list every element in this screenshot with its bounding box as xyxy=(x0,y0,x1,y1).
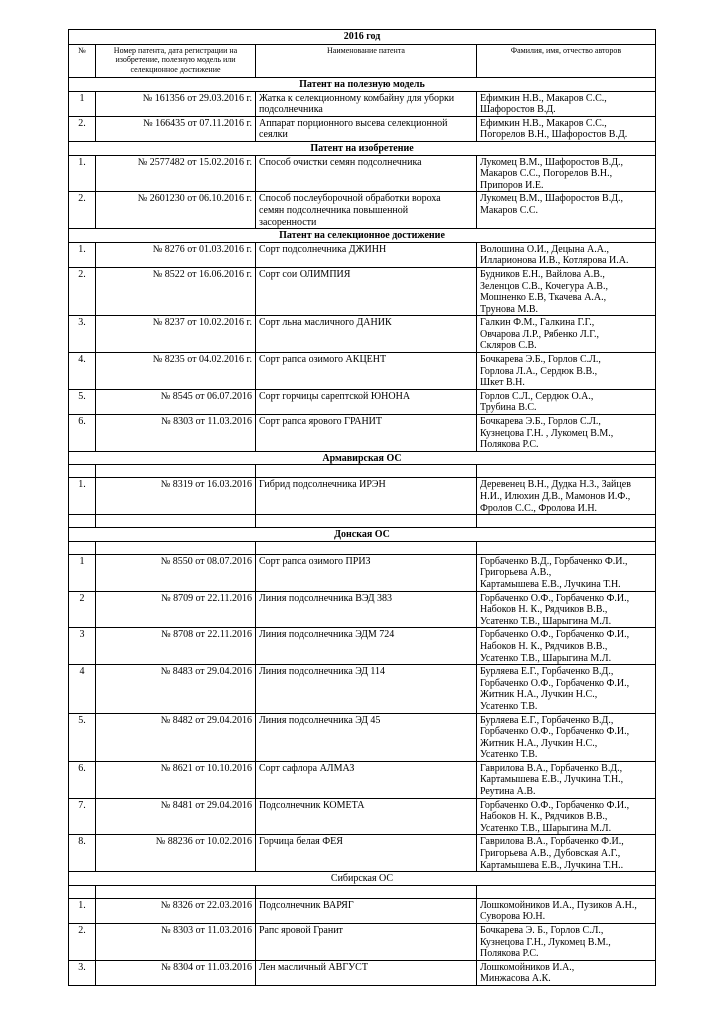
table-row xyxy=(69,554,656,591)
patent-name xyxy=(256,155,477,192)
patent-name-line: Сорт рапса озимого АКЦЕНТ xyxy=(259,354,387,366)
authors xyxy=(477,316,656,353)
authors-line: Усатенко Т.В., Шарыгина М.Л. xyxy=(480,652,612,664)
patent-name-line: Аппарат порционного высева селекционной xyxy=(259,117,448,129)
authors-line: Мошненко Е.В, Ткачева А.А., xyxy=(480,292,607,304)
authors-line: Бурляева Е.Г., Горбаченко В.Д., xyxy=(480,714,614,726)
patent-name xyxy=(256,541,477,554)
section-header-row xyxy=(69,141,656,155)
row-number: 1. xyxy=(69,242,96,267)
patent-name-line: Рапс яровой Гранит xyxy=(259,925,343,936)
authors-line: Бочкарева Э.Б., Горлов С.Л., xyxy=(480,416,601,428)
table-row xyxy=(69,591,656,628)
patent-number: № 8304 от 11.03.2016 xyxy=(96,960,256,985)
patent-name-line: засоренности xyxy=(259,216,317,228)
patent-name-line: Сорт рапса озимого ПРИЗ xyxy=(259,555,371,567)
table-row xyxy=(69,91,656,116)
patent-number: № 2601230 от 06.10.2016 г. xyxy=(96,192,256,229)
patent-number: № 8708 от 22.11.2016 xyxy=(96,628,256,665)
authors xyxy=(477,478,656,515)
patent-name xyxy=(256,116,477,141)
authors-line: Лошкомойников И.А., xyxy=(480,961,575,973)
blank-row xyxy=(69,515,656,528)
authors-line: Горбаченко В.Д., Горбаченко Ф.И., xyxy=(480,555,628,567)
table-row xyxy=(69,713,656,761)
patent-number: № 8522 от 16.06.2016 г. xyxy=(96,267,256,315)
patent-name xyxy=(256,353,477,390)
row-number: 5. xyxy=(69,713,96,761)
section-title: Патент на изобретение xyxy=(69,141,656,155)
authors-line: Полякова Р.С. xyxy=(480,439,539,451)
authors xyxy=(477,885,656,898)
authors-line: Шкет В.Н. xyxy=(480,377,525,389)
authors xyxy=(477,242,656,267)
table-row xyxy=(69,665,656,713)
section-header-row xyxy=(69,528,656,542)
patent-name-line: Подсолнечник ВАРЯГ xyxy=(259,899,354,911)
authors-line: Макаров С.С. xyxy=(480,204,539,216)
patent-name-line: Линия подсолнечника ВЭД 383 xyxy=(259,592,393,604)
patent-name-line: Подсолнечник КОМЕТА xyxy=(259,799,365,811)
authors-line: Трунова М.В. xyxy=(480,303,539,315)
authors-line: Картамышева Е.В., Лучкина Т.Н. xyxy=(480,578,621,590)
table-row xyxy=(69,192,656,229)
patent-name-line: Способ очистки семян подсолнечника xyxy=(259,156,422,168)
patent-name xyxy=(256,924,477,961)
header-authors: Фамилия, имя, отчество авторов xyxy=(477,45,656,78)
blank-row xyxy=(69,885,656,898)
patent-number: № 8235 от 04.02.2016 г. xyxy=(96,353,256,390)
row-number: 3. xyxy=(69,316,96,353)
authors xyxy=(477,91,656,116)
authors xyxy=(477,665,656,713)
authors-line: Зеленцов С.В., Кочегура А.В., xyxy=(480,280,608,292)
patent-name xyxy=(256,835,477,872)
row-number xyxy=(69,465,96,478)
authors-line: Припоров И.Е. xyxy=(480,179,544,191)
patent-name xyxy=(256,415,477,452)
authors-line: Набоков Н. К., Рядчиков В.В., xyxy=(480,811,608,823)
authors-line: Бурляева Е.Г., Горбаченко В.Д., xyxy=(480,666,614,678)
authors-line: Усатенко Т.В., Шарыгина М.Л. xyxy=(480,822,612,834)
authors xyxy=(477,192,656,229)
authors xyxy=(477,761,656,798)
row-number: 6. xyxy=(69,415,96,452)
authors-line: Горбаченко О.Ф., Горбаченко Ф.И., xyxy=(480,799,630,811)
table-row xyxy=(69,478,656,515)
patent-number: № 8303 от 11.03.2016 xyxy=(96,924,256,961)
authors xyxy=(477,389,656,414)
authors-line: Лошкомойников И.А., Пузиков А.Н., xyxy=(480,899,637,911)
patent-name xyxy=(256,515,477,528)
table-row xyxy=(69,960,656,985)
patent-number xyxy=(96,541,256,554)
row-number: 7. xyxy=(69,798,96,835)
authors xyxy=(477,835,656,872)
patent-name xyxy=(256,316,477,353)
authors xyxy=(477,960,656,985)
row-number xyxy=(69,541,96,554)
table-row xyxy=(69,155,656,192)
authors xyxy=(477,415,656,452)
patent-number: № 8709 от 22.11.2016 xyxy=(96,591,256,628)
authors-line: Гаврилова В.А., Горбаченко Ф.И., xyxy=(480,836,624,848)
authors-line: Усатенко Т.В. xyxy=(480,749,538,761)
authors xyxy=(477,353,656,390)
authors-line: Минжасова А.К. xyxy=(480,973,551,985)
authors-line: Картамышева Е.В., Лучкина Т.Н.. xyxy=(480,859,624,871)
authors-line: Волошина О.И., Децына А.А., xyxy=(480,243,609,255)
authors-line: Григорьева А.В., xyxy=(480,567,552,579)
patent-name xyxy=(256,898,477,923)
row-number: 5. xyxy=(69,389,96,414)
year-row xyxy=(69,30,656,45)
authors-line: Усатенко Т.В., Шарыгина М.Л. xyxy=(480,615,612,627)
patent-number xyxy=(96,465,256,478)
patent-name xyxy=(256,665,477,713)
authors xyxy=(477,591,656,628)
authors-line: Бочкарева Э. Б., Горлов С.Л., xyxy=(480,925,604,936)
authors-line: Горбаченко О.Ф., Горбаченко Ф.И., xyxy=(480,592,630,604)
patent-name-line: Сорт сафлора АЛМАЗ xyxy=(259,762,355,774)
patent-name-line: Линия подсолнечника ЭДМ 724 xyxy=(259,629,395,641)
patent-number: № 8326 от 22.03.2016 xyxy=(96,898,256,923)
patent-name-line: Линия подсолнечника ЭД 45 xyxy=(259,714,381,726)
authors-line: Макаров С.С., Погорелов В.Н., xyxy=(480,168,613,180)
section-header-row xyxy=(69,78,656,92)
table-row xyxy=(69,316,656,353)
row-number: 1 xyxy=(69,554,96,591)
patent-number: № 8319 от 16.03.2016 xyxy=(96,478,256,515)
authors-line: Григорьева А.В., Дубовская А.Г., xyxy=(480,848,621,860)
patent-number xyxy=(96,885,256,898)
row-number: 2 xyxy=(69,591,96,628)
blank-row xyxy=(69,541,656,554)
row-number xyxy=(69,515,96,528)
authors xyxy=(477,628,656,665)
row-number: 4 xyxy=(69,665,96,713)
authors xyxy=(477,798,656,835)
patent-number: № 8621 от 10.10.2016 xyxy=(96,761,256,798)
table-row xyxy=(69,353,656,390)
table-row xyxy=(69,761,656,798)
authors-line: Ефимкин Н.В., Макаров С.С., xyxy=(480,117,607,129)
patent-number: № 166435 от 07.11.2016 г. xyxy=(96,116,256,141)
row-number: 1 xyxy=(69,91,96,116)
table-row xyxy=(69,798,656,835)
authors-line: Деревенец В.Н., Дудка Н.З., Зайцев xyxy=(480,479,631,491)
authors xyxy=(477,515,656,528)
authors xyxy=(477,465,656,478)
authors xyxy=(477,924,656,961)
authors-line: Лукомец В.М., Шафоростов В.Д., xyxy=(480,193,624,205)
patent-name-line: Жатка к селекционному комбайну для уборки xyxy=(259,92,455,104)
patent-number xyxy=(96,515,256,528)
patents-table-body xyxy=(69,30,656,986)
table-row xyxy=(69,267,656,315)
patent-number: № 8545 от 06.07.2016 xyxy=(96,389,256,414)
authors-line: Овчарова Л.Р., Рябенко Л.Г., xyxy=(480,328,599,340)
patent-name-line: Сорт горчицы сарептской ЮНОНА xyxy=(259,390,411,402)
row-number: 3 xyxy=(69,628,96,665)
patent-name xyxy=(256,242,477,267)
patent-name-line: Сорт сои ОЛИМПИЯ xyxy=(259,268,351,280)
patent-name-line: Сорт подсолнечника ДЖИНН xyxy=(259,243,387,255)
authors-line: Горлов С.Л., Сердюк О.А., xyxy=(480,390,594,402)
row-number: 3. xyxy=(69,960,96,985)
patents-table xyxy=(68,29,656,986)
row-number: 1. xyxy=(69,155,96,192)
row-number: 2. xyxy=(69,924,96,961)
patent-number: № 2577482 от 15.02.2016 г. xyxy=(96,155,256,192)
authors-line: Усатенко Т.В. xyxy=(480,700,538,712)
authors xyxy=(477,554,656,591)
authors-line: Погорелов В.Н., Шафоростов В.Д. xyxy=(480,129,628,141)
section-header-row xyxy=(69,872,656,886)
authors-line: Житник Н.А., Лучкин Н.С., xyxy=(480,737,598,749)
table-row xyxy=(69,628,656,665)
patent-name xyxy=(256,591,477,628)
header-num: № xyxy=(69,45,96,78)
row-number: 1. xyxy=(69,478,96,515)
section-title: Армавирская ОС xyxy=(69,451,656,465)
patent-number: № 8483 от 29.04.2016 xyxy=(96,665,256,713)
patent-number: № 8237 от 10.02.2016 г. xyxy=(96,316,256,353)
patent-name xyxy=(256,267,477,315)
authors-line: Скляров С.В. xyxy=(480,340,537,352)
authors-line: Кузнецова Г.Н., Лукомец В.М., xyxy=(480,936,611,948)
section-header-row xyxy=(69,451,656,465)
row-number: 8. xyxy=(69,835,96,872)
row-number xyxy=(69,885,96,898)
authors-line: Горлова Л.А., Сердюк В.В., xyxy=(480,365,598,377)
authors-line: Ефимкин Н.В., Макаров С.С., xyxy=(480,92,607,104)
authors-line: Реутина А.В. xyxy=(480,786,536,798)
authors-line: Суворова Ю.Н. xyxy=(480,911,546,923)
patent-name xyxy=(256,465,477,478)
patent-name xyxy=(256,192,477,229)
section-header-row xyxy=(69,229,656,243)
authors-line: Фролов С.С., Фролова И.Н. xyxy=(480,502,598,514)
authors-line: Горбаченко О.Ф., Горбаченко Ф.И., xyxy=(480,629,630,641)
table-row xyxy=(69,415,656,452)
row-number: 6. xyxy=(69,761,96,798)
patent-name-line: сеялки xyxy=(259,129,288,141)
patent-name xyxy=(256,478,477,515)
patent-name-line: Горчица белая ФЕЯ xyxy=(259,836,343,848)
authors xyxy=(477,713,656,761)
table-row xyxy=(69,389,656,414)
row-number: 1. xyxy=(69,898,96,923)
year-title: 2016 год xyxy=(69,30,656,45)
table-row xyxy=(69,898,656,923)
patent-number: № 88236 от 10.02.2016 xyxy=(96,835,256,872)
header-patent: Номер патента, дата регистрации на изобретение, полезную модель или селекционное достижение xyxy=(96,45,256,78)
patent-name xyxy=(256,798,477,835)
authors xyxy=(477,116,656,141)
authors-line: Лукомец В.М., Шафоростов В.Д., xyxy=(480,156,624,168)
authors-line: Кузнецова Г.Н. , Лукомец В.М., xyxy=(480,427,614,439)
patent-number: № 161356 от 29.03.2016 г. xyxy=(96,91,256,116)
patent-name xyxy=(256,713,477,761)
patent-name-line: Сорт льна масличного ДАНИК xyxy=(259,317,392,329)
authors xyxy=(477,155,656,192)
table-row xyxy=(69,835,656,872)
row-number: 2. xyxy=(69,192,96,229)
authors-line: Набоков Н. К., Рядчиков В.В., xyxy=(480,604,608,616)
authors-line: Илларионова И.В., Котлярова И.А. xyxy=(480,255,629,267)
patent-name-line: семян подсолнечника повышенной xyxy=(259,204,409,216)
authors-line: Картамышева Е.В., Лучкина Т.Н., xyxy=(480,774,624,786)
authors-line: Будников Е.Н., Вайлова А.В., xyxy=(480,268,605,280)
patent-name xyxy=(256,554,477,591)
authors-line: Полякова Р.С. xyxy=(480,948,539,960)
section-title: Патент на полезную модель xyxy=(69,78,656,92)
patent-name xyxy=(256,628,477,665)
header-name: Наименование патента xyxy=(256,45,477,78)
table-row xyxy=(69,242,656,267)
patent-name-line: Линия подсолнечника ЭД 114 xyxy=(259,666,386,678)
patent-name-line: Гибрид подсолнечника ИРЭН xyxy=(259,479,386,491)
authors xyxy=(477,898,656,923)
authors-line: Житник Н.А., Лучкин Н.С., xyxy=(480,689,598,701)
section-title: Патент на селекционное достижение xyxy=(69,229,656,243)
authors-line: Набоков Н. К., Рядчиков В.В., xyxy=(480,640,608,652)
section-title: Донская ОС xyxy=(69,528,656,542)
patent-name xyxy=(256,761,477,798)
blank-row xyxy=(69,465,656,478)
patent-name-line: подсолнечника xyxy=(259,104,323,116)
row-number: 2. xyxy=(69,116,96,141)
patent-name-line: Лен масличный АВГУСТ xyxy=(259,961,368,973)
authors-line: Н.И., Илюхин Д.В., Мамонов И.Ф., xyxy=(480,491,631,502)
patent-number: № 8482 от 29.04.2016 xyxy=(96,713,256,761)
patent-number: № 8303 от 11.03.2016 xyxy=(96,415,256,452)
row-number: 4. xyxy=(69,353,96,390)
authors xyxy=(477,267,656,315)
header-row xyxy=(69,45,656,78)
authors-line: Горбаченко О.Ф., Горбаченко Ф.И., xyxy=(480,677,630,689)
authors-line: Трубина В.С. xyxy=(480,402,537,414)
patent-name xyxy=(256,91,477,116)
patent-name xyxy=(256,885,477,898)
table-row xyxy=(69,116,656,141)
authors-line: Шафоростов В.Д. xyxy=(480,104,556,116)
row-number: 2. xyxy=(69,267,96,315)
authors-line: Бочкарева Э.Б., Горлов С.Л., xyxy=(480,354,601,366)
authors-line: Горбаченко О.Ф., Горбаченко Ф.И., xyxy=(480,726,630,738)
patent-name-line: Сорт рапса ярового ГРАНИТ xyxy=(259,416,383,428)
patent-number: № 8276 от 01.03.2016 г. xyxy=(96,242,256,267)
authors xyxy=(477,541,656,554)
section-title: Сибирская ОС xyxy=(69,872,656,886)
table-row xyxy=(69,924,656,961)
patent-name-line: Способ послеуборочной обработки вороха xyxy=(259,193,441,205)
patent-number: № 8550 от 08.07.2016 xyxy=(96,554,256,591)
patent-name xyxy=(256,960,477,985)
patent-name xyxy=(256,389,477,414)
authors-line: Галкин Ф.М., Галкина Г.Г., xyxy=(480,317,595,329)
authors-line: Гаврилова В.А., Горбаченко В.Д., xyxy=(480,762,623,774)
patent-number: № 8481 от 29.04.2016 xyxy=(96,798,256,835)
